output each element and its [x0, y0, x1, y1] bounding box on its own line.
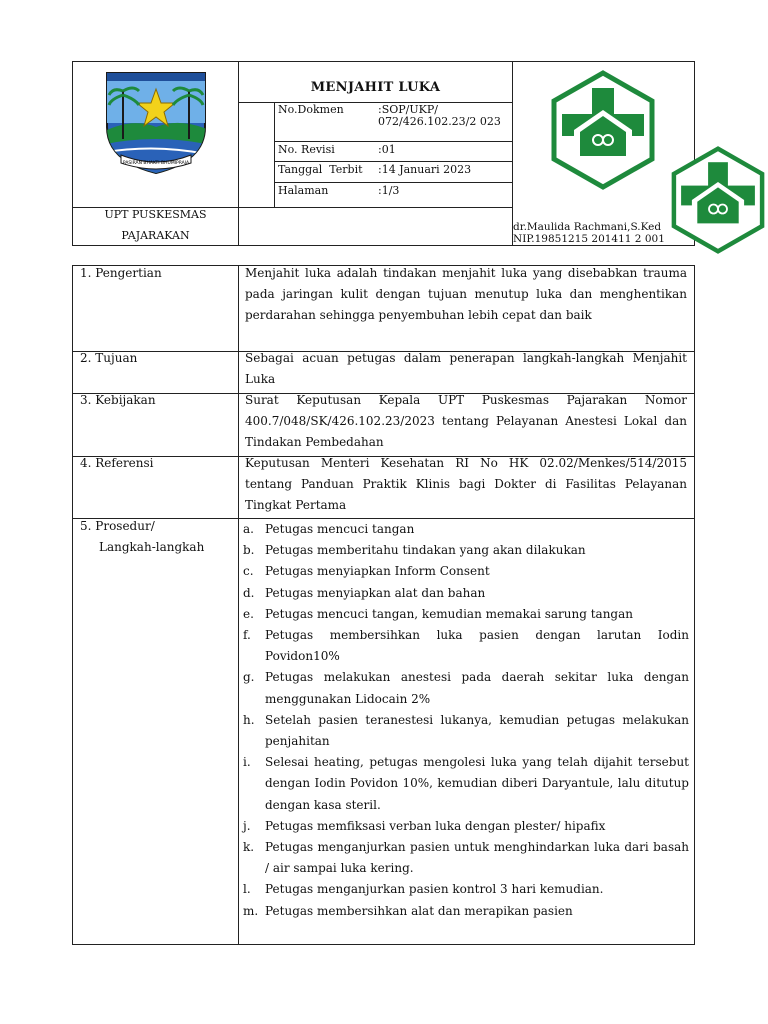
meta-label-halaman: Halaman	[278, 184, 329, 197]
org-line-2: PAJARAKAN	[121, 229, 190, 242]
signer-block	[513, 221, 665, 245]
section-label-kebijakan: 3. Kebijakan	[80, 393, 156, 407]
divider	[274, 141, 512, 142]
document-title: MENJAHIT LUKA	[310, 80, 441, 95]
section-label-prosedur	[80, 516, 204, 558]
puskesmas-logo-small	[668, 146, 768, 254]
svg-text:PASIRAN BHAKTI BHUMIPRAJA: PASIRAN BHAKTI BHUMIPRAJA	[122, 161, 190, 166]
list-item: i. Selesai heating, petugas mengolesi luka yang telah dijahit tersebut dengan Iodin Povidon 10%, kemudian diberi Daryantule, lalu ditutup dengan kasa steril.	[243, 755, 689, 812]
regency-emblem-logo	[101, 69, 211, 177]
meta-label-tanggal-terbit: Tanggal Terbit	[278, 163, 363, 176]
signer-name: dr.Maulida Rachmani,S.Ked	[513, 221, 662, 233]
list-item: j. Petugas memfiksasi verban luka dengan plester/ hipafix	[243, 818, 606, 833]
meta-value-no-dokmen: :SOP/UKP/ 072/426.102.23/2 023	[378, 103, 501, 128]
prosedur-label-line-1: 5. Prosedur/	[80, 519, 155, 533]
list-item: f. Petugas membersihkan luka pasien dengan larutan Iodin Povidon10%	[243, 628, 689, 664]
divider	[274, 102, 275, 207]
divider	[274, 182, 512, 183]
section-text-kebijakan: Surat Keputusan Kepala UPT Puskesmas Pajarakan Nomor 400.7/048/SK/426.102.23/2023 tentang Pelayanan Anestesi Lokal dan Tindakan Pembedahan	[245, 393, 687, 450]
list-item: m. Petugas membersihkan alat dan merapikan pasien	[243, 903, 573, 918]
organization-name	[73, 204, 238, 246]
list-item: b. Petugas memberitahu tindakan yang akan dilakukan	[243, 543, 586, 558]
prosedur-label-line-2: Langkah-langkah	[99, 540, 205, 554]
meta-value-no-revisi: :01	[378, 143, 396, 156]
meta-label-no-revisi: No. Revisi	[278, 143, 335, 156]
puskesmas-logo	[548, 70, 658, 190]
meta-value-tanggal-terbit: :14 Januari 2023	[378, 163, 472, 176]
meta-label-no-dokmen: No.Dokmen	[278, 103, 344, 116]
section-text-tujuan: Sebagai acuan petugas dalam penerapan langkah-langkah Menjahit Luka	[245, 351, 687, 387]
section-text-referensi: Keputusan Menteri Kesehatan RI No HK 02.02/Menkes/514/2015 tentang Panduan Praktik Klinis bagi Dokter di Fasilitas Pelayanan Tingkat Pertama	[245, 456, 687, 513]
section-text-pengertian: Menjahit luka adalah tindakan menjahit luka yang disebabkan trauma pada jaringan kulit dengan tujuan menutup luka dan menghentikan perdarahan sehingga penyembuhan lebih cepat dan baik	[245, 266, 687, 323]
procedure-steps-list	[243, 519, 689, 922]
meta-value-halaman: :1/3	[378, 184, 400, 197]
org-line-1: UPT PUSKESMAS	[104, 208, 207, 221]
section-label-tujuan: 2. Tujuan	[80, 351, 138, 365]
section-label-referensi: 4. Referensi	[80, 456, 154, 470]
list-item: g. Petugas melakukan anestesi pada daerah sekitar luka dengan menggunakan Lidocain 2%	[243, 670, 689, 706]
list-item: k. Petugas menganjurkan pasien untuk menghindarkan luka dari basah / air sampai luka kering.	[243, 840, 689, 876]
sop-content-table	[72, 265, 695, 945]
list-item: a. Petugas mencuci tangan	[243, 522, 415, 536]
list-item: l. Petugas menganjurkan pasien kontrol 3 hari kemudian.	[243, 882, 604, 897]
section-label-pengertian: 1. Pengertian	[80, 266, 162, 280]
divider	[274, 161, 512, 162]
list-item: e. Petugas mencuci tangan, kemudian memakai sarung tangan	[243, 606, 633, 621]
divider	[238, 266, 239, 945]
list-item: c. Petugas menyiapkan Inform Consent	[243, 564, 490, 579]
list-item: d. Petugas menyiapkan alat dan bahan	[243, 585, 486, 600]
signer-nip: NIP.19851215 201411 2 001	[513, 233, 665, 245]
list-item: h. Setelah pasien teranestesi lukanya, kemudian petugas melakukan penjahitan	[243, 712, 689, 749]
